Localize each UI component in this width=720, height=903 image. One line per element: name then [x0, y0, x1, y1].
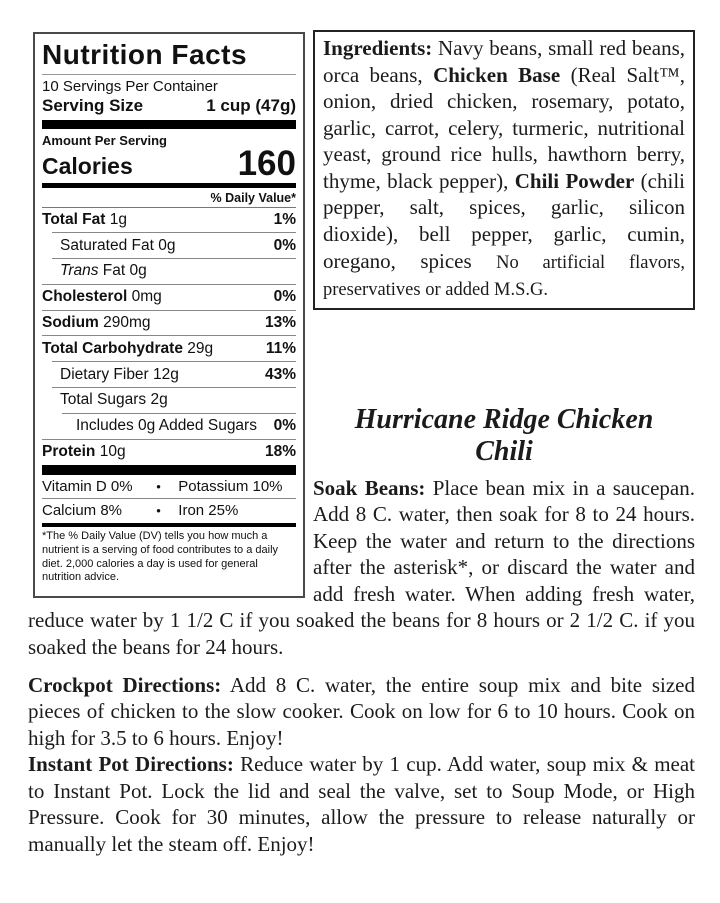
vitamin-left: Vitamin D 0% — [42, 478, 133, 496]
nutrient-dv: 0% — [273, 288, 296, 306]
ingredients-text: (chili pepper, salt, spices, garlic, silicon dioxide), bell pepper, garlic, cumin, oregano, spices — [323, 168, 685, 273]
bullet-separator: • — [156, 503, 161, 519]
thick-divider-bar — [42, 120, 296, 129]
amount-per-serving-label: Amount Per Serving — [42, 133, 167, 148]
nutrient-amount: 0mg — [127, 288, 162, 306]
nutrient-name: Includes 0g Added Sugars — [76, 417, 257, 435]
nutrient-name: Total Fat — [42, 210, 106, 228]
nutrient-rows — [42, 208, 296, 465]
nutrient-row-total-carbohydrate — [42, 335, 296, 361]
nutrient-row-dietary-fiber — [52, 361, 296, 387]
calories-row — [42, 144, 296, 183]
soak-beans-label: Soak Beans: — [313, 475, 426, 500]
ingredient-bold-chicken-base: Chicken Base — [433, 62, 561, 87]
vitamin-right: Potassium 10% — [178, 478, 283, 496]
nutrient-dv: 0% — [273, 417, 296, 435]
nutrient-amount: 0g — [153, 236, 176, 254]
nutrient-dv: 18% — [264, 442, 296, 460]
nutrient-row-total-fat — [42, 208, 296, 233]
nutrient-name: Trans — [60, 262, 99, 280]
no-artificial-note: No artificial flavors, preservatives or added M.S.G. — [323, 252, 685, 300]
nutrient-dv: 13% — [264, 314, 296, 332]
nutrient-amount: Fat 0g — [98, 262, 147, 280]
nutrient-dv: 1% — [273, 210, 296, 228]
nutrition-facts-title: Nutrition Facts — [42, 39, 296, 75]
nutrient-dv: 11% — [265, 339, 296, 357]
nutrient-dv: 43% — [264, 365, 296, 383]
recipe-title-line2: Chili — [475, 436, 533, 468]
nutrient-name: Cholesterol — [42, 288, 128, 306]
nutrient-row-total-sugars — [52, 387, 296, 413]
calories-value: 160 — [237, 144, 296, 183]
daily-value-footnote: *The % Daily Value (DV) tells you how much a nutrient is a serving of food contributes to a daily diet. 2,000 calories a day is used for general nutrition advice. — [42, 530, 279, 584]
serving-size-value: 1 cup (47g) — [206, 96, 296, 115]
vitamin-row-2 — [42, 498, 296, 522]
ingredient-bold-chili-powder: Chili Powder — [514, 168, 635, 193]
nutrient-row-cholesterol — [42, 284, 296, 310]
nutrient-amount: 2g — [146, 391, 168, 409]
soak-beans-text: Place bean mix in a saucepan. Add 8 C. water, then soak for 8 to 24 hours. Keep the water and return to the directions after the asterisk*, or discard the water and add fresh water. When adding fresh water, reduce water by 1 1/2 C if you soaked the beans for 8 hours or 2 1/2 C. if you soaked the beans for 24 hours. — [28, 475, 696, 660]
ingredients-box — [313, 30, 695, 310]
bullet-separator: • — [156, 479, 161, 495]
instant-pot-directions-text: Reduce water by 1 cup. Add water, soup mix & meat to Instant Pot. Lock the lid and seal the valve, set to Soup Mode, or High Pressure. Cook for 30 minutes, allow the pressure to release naturally or manually let the steam off. Enjoy! — [28, 752, 695, 856]
nutrient-name: Protein — [42, 442, 96, 460]
crockpot-directions-label: Crockpot Directions: — [28, 672, 222, 697]
instant-pot-directions-paragraph — [28, 751, 695, 857]
ingredients-text: (Real Salt™, onion, dried chicken, rosemary, potato, garlic, carrot, celery, turmeric, nutritional yeast, ground rice hulls, hawthorn berry, thyme, black pepper), — [323, 62, 685, 193]
nutrient-amount: 1g — [105, 210, 127, 228]
nutrient-dv: 0% — [273, 236, 296, 254]
nutrient-name: Saturated Fat — [60, 236, 154, 254]
serving-size-label: Serving Size — [42, 96, 144, 115]
calories-label: Calories — [42, 152, 133, 179]
nutrient-row-trans-fat — [52, 258, 296, 284]
nutrient-amount: 10g — [95, 442, 126, 460]
nutrient-amount: 12g — [148, 365, 179, 383]
nutrient-name: Total Sugars — [60, 391, 147, 409]
thick-divider-bar — [42, 465, 296, 475]
vitamin-left: Calcium 8% — [42, 502, 123, 520]
vitamin-right: Iron 25% — [178, 502, 239, 520]
nutrient-row-added-sugars — [62, 413, 296, 439]
daily-value-header: % Daily Value* — [42, 188, 296, 208]
nutrient-name: Dietary Fiber — [60, 365, 149, 383]
nutrient-name: Total Carbohydrate — [42, 339, 183, 357]
crockpot-directions-paragraph — [28, 672, 695, 752]
nutrient-row-protein — [42, 439, 296, 465]
nutrient-row-saturated-fat — [52, 232, 296, 258]
nutrient-amount: 290mg — [98, 314, 151, 332]
nutrition-facts-panel — [33, 32, 305, 598]
servings-per-container: 10 Servings Per Container — [42, 78, 218, 95]
nutrient-name: Sodium — [42, 314, 99, 332]
crockpot-directions-text: Add 8 C. water, the entire soup mix and bite sized pieces of chicken to the slow cooker. Cook on low for 6 to 10 hours. Cook on high for 3.5 to 6 hours. Enjoy! — [28, 672, 695, 750]
vitamin-row-1 — [42, 475, 296, 498]
nutrient-row-sodium — [42, 310, 296, 336]
recipe-title-line1: Hurricane Ridge Chicken — [354, 404, 654, 436]
nutrient-amount: 29g — [182, 339, 214, 357]
ingredients-label: Ingredients: — [323, 36, 433, 60]
serving-size-row — [42, 96, 296, 120]
ingredients-text: Navy beans, small red beans, orca beans, — [323, 36, 685, 87]
instant-pot-directions-label: Instant Pot Directions: — [28, 752, 234, 777]
